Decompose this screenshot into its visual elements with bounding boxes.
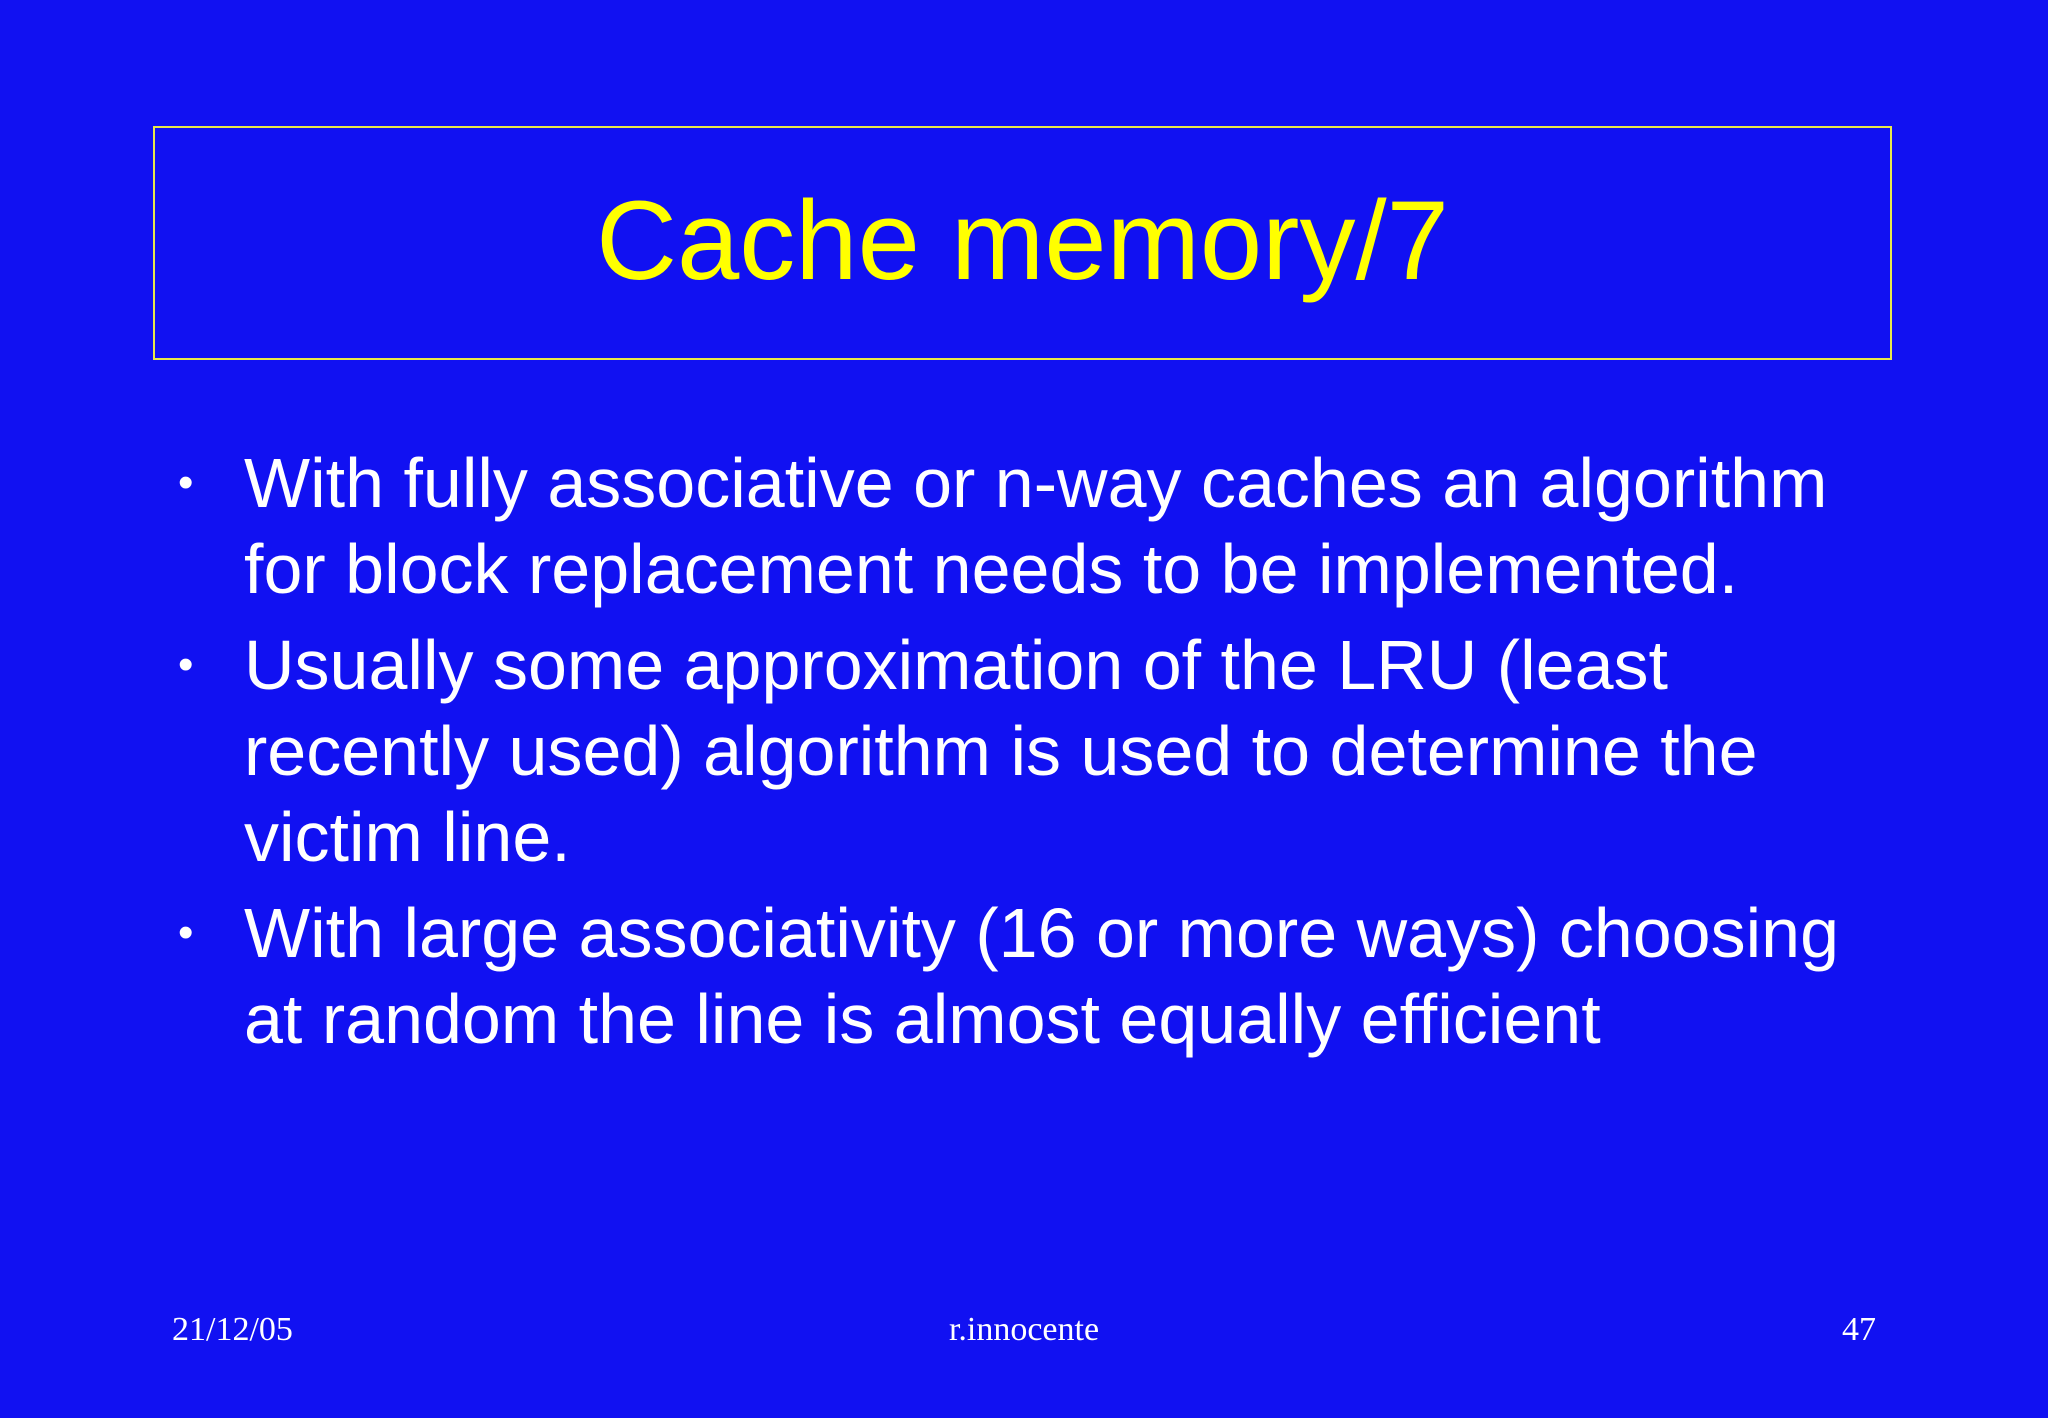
title-frame <box>153 126 1892 360</box>
bullet-list <box>170 440 1890 1072</box>
bullet-item <box>170 440 1890 612</box>
bullet-item <box>170 622 1890 880</box>
bullet-dot-icon: • <box>178 640 194 689</box>
footer-date: 21/12/05 <box>172 1311 293 1348</box>
bullet-text: Usually some approximation of the LRU (least recently used) algorithm is used to determine the victim line. <box>244 626 1758 876</box>
page-number: 47 <box>1842 1311 1876 1348</box>
bullet-text: With large associativity (16 or more ways) choosing at random the line is almost equally efficient <box>244 894 1840 1058</box>
bullet-text: With fully associative or n-way caches an algorithm for block replacement needs to be implemented. <box>244 444 1828 608</box>
bullet-dot-icon: • <box>178 908 194 957</box>
footer-author: r.innocente <box>948 1311 1100 1348</box>
slide-title: Cache memory/7 <box>596 178 1449 303</box>
bullet-item <box>170 890 1890 1062</box>
bullet-dot-icon: • <box>178 458 194 507</box>
